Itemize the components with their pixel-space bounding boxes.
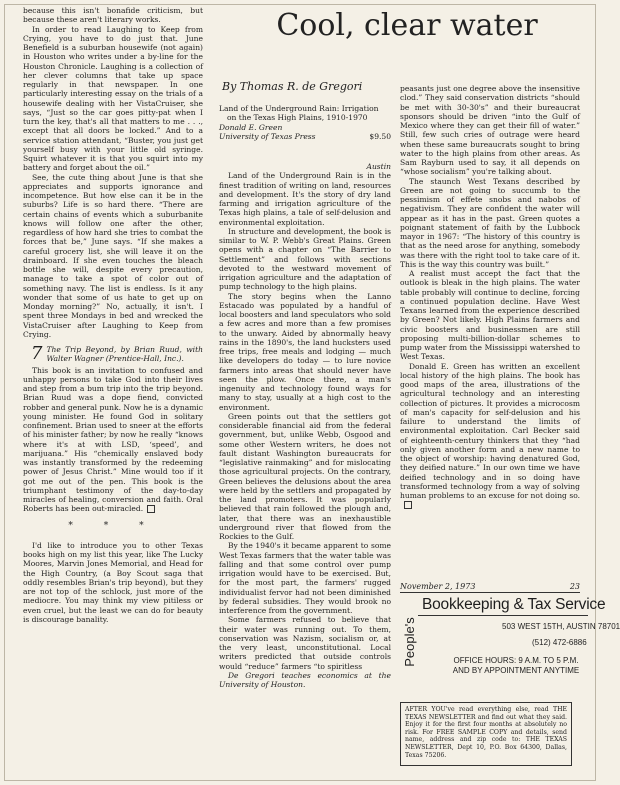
paragraph: In structure and development, the book is similar to W. P. Webb's Great Plains. Green opens with a chapter on “The Barrier to Settlement” and follows with sections devoted to the westward movement of irrigation agriculture and the adaptation of pump technology to the high plains. xyxy=(219,226,391,292)
review-heading xyxy=(23,345,203,364)
book-title-line2: on the Texas High Plains, 1910-1970 xyxy=(227,113,368,123)
ad-hours-line1: OFFICE HOURS: 9 A.M. TO 5 P.M. xyxy=(453,656,579,665)
paragraph: By the 1940's it became apparent to some West Texas farmers that the water table was falling and that some control over pump irrigation would have to be exercised. But, for the most part, the farmers' rugged individualist fervor had not been diminished by federal subsidies. They would brook no interference from the government. xyxy=(219,541,391,615)
paragraph: peasants just one degree above the insensitive clod.” They said conservation districts “should be met with 30-30's” and their bureaucrat sponsors should be driven “into the Gulf of Mexico where they can get their fill of water.” Still, few such cries of outrage were heard when these same bureaucrats sought to bring water to the high plains from other areas. As Sam Rayburn used to say, it all depends on “whose socialism” you're talking about. xyxy=(400,84,580,177)
book-entry xyxy=(219,104,391,141)
paragraph: This book is an invitation to confused and unhappy persons to take God into their lives and step from a bum trip into the trip beyond. Brian Ruud was a dope fiend, convicted robber and general punk. Now he is a dynamic young minister. He found God in solitary confinement. Brian used to sneer at the efforts of his minister father; by now he really “knows where it's at with LSD, ‘speed’, and marijuana.” His “chemically enslaved body was instantly transformed by the redeeming power of Jesus Christ.” Mine would too if it got me out of the pen. This book is the triumphant testimony of the day-to-day miracles of healing, conversion and faith. Oral Roberts has been out-miracled. xyxy=(23,365,203,514)
ad-business-name: Bookkeeping & Tax Service xyxy=(422,596,606,613)
ad-phone: (512) 472-6886 xyxy=(532,638,587,647)
page-number: 23 xyxy=(569,582,580,591)
ad-address: 503 WEST 15TH, AUSTIN 78701 xyxy=(502,622,620,631)
page-footer xyxy=(400,582,580,593)
review-title: The Trip Beyond, by Brian Ruud, with Walter Wagner (Prentice-Hall, Inc.). xyxy=(46,345,203,364)
paragraph: Some farmers refused to believe that their water was running out. To them, conservation was Nazism, socialism or, at the very least, unconstitutional. Local writers predicted that outside controls would “reduce” farmers “to spiritless xyxy=(219,615,391,671)
book-publisher: University of Texas Press xyxy=(219,131,316,141)
paragraph: The story begins when the Lanno Estacado was populated by a handful of local boosters and land speculators who sold a few acres and more than a few promises to the unwary. Aided by abnormally heavy rains in the 1890's, the land hucksters used free trips, free meals and lodging — much like developers do today — to lure novice farmers into areas that should never have seen the plow. Once there, a man's ingenuity and technology found ways for many to stay, usually at a high cost to the environment. xyxy=(219,291,391,412)
author-bio: De Gregori teaches economics at the University of Houston. xyxy=(219,670,391,689)
article-title: Cool, clear water xyxy=(276,8,538,43)
end-mark-icon xyxy=(147,505,155,513)
paragraph: Donald E. Green has written an excellent local history of the high plains. The book has good maps of the area, illustrations of the agricultural technology and an interesting collection of pictures. It provides a microcosm of man's capacity for self-delusion and his failure to understand the limits of environmental exploitation. Carl Becker said of eighteenth-century thinkers that they “had only given another form and a new name to the object of worship: having denatured God, they deified nature.” In our own time we have deified technology and in so doing have transformed technology from a way of solving human problems to an excuse for not doing so. xyxy=(400,362,580,510)
paragraph: I'd like to introduce you to other Texas books high on my list this year, like The Lucky Moores, Marvin Jones Memorial, and Head for the High Country, (a Boy Scout saga that oddly resembles Brian's trip beyond), but they are not top of the schlock, just more of the mediocre. You may think my view pitiless or even cruel, but the least we can do for beauty is discourage banality. xyxy=(23,540,203,624)
review-number: 7 xyxy=(31,343,43,364)
ad-hours-line2: AND BY APPOINTMENT ANYTIME xyxy=(452,666,580,675)
column-left xyxy=(23,6,203,624)
book-title-line1: Land of the Underground Rain: Irrigation xyxy=(219,104,379,113)
paragraph: See, the cute thing about June is that she appreciates and supports ignorance and incompetence. But how else can it be in the suburbs? Life is so hard there. “There are certain chains of events which a suburbanite knows will follow one after the other, regardless of how hard she tries to combat the forces that be,” June says. “If she makes a careful grocery list, she will leave it on the drainboard. If she even touches the bleach bottle she will, despite every precaution, manage to take a spot of color out of something navy. The list is endless. Is it any wonder that some of us hate to get up on Monday morning?” No, actually, it isn't. I spent three Mondays in bed and wrecked the VistaCruiser after Laughing to Keep from Crying. xyxy=(23,172,203,339)
ad-hours xyxy=(448,656,584,676)
paragraph: Green points out that the settlers got considerable financial aid from the federal government, but, unlike Webb, Osgood and some other Western writers, he does not fault distant Washington bureaucrats for “legislative rainmaking” and for mislocating those agricultural projects. On the contrary, Green believes the delusions about the area were held by the settlers and propagated by the land promoters. It was popularly believed that rain followed the plough and, later, that there was an inexhaustible underground river that flowed from the Rockies to the Gulf. xyxy=(219,411,391,541)
column-right xyxy=(400,84,580,510)
subscription-box: AFTER YOU've read everything else, read THE TEXAS NEWSLETTER and find out what they said. Enjoy it for the first four months at absolutely no risk. For FREE SAMPLE COPY and details, send name, address and zip code to: THE TEXAS NEWSLETTER, Dept 10, P.O. Box 64300, Dallas, Texas 75206. xyxy=(400,702,572,766)
dateline: Austin xyxy=(366,162,391,171)
ad-rule xyxy=(418,615,588,616)
end-mark-icon xyxy=(404,501,412,509)
byline: By Thomas R. de Gregori xyxy=(222,80,363,93)
section-divider: * * * xyxy=(68,520,158,531)
column-middle xyxy=(219,162,391,689)
paragraph: because this isn't bonafide criticism, but because these aren't literary works. xyxy=(23,6,203,25)
paragraph: Land of the Underground Rain is in the finest tradition of writing on land, resources and development. It's the story of dry land farming and irrigation agriculture of the Texas high plains, a tale of self-delusion and environmental exploitation. xyxy=(219,171,391,227)
book-price: $9.50 xyxy=(369,131,391,141)
ad-vertical-label: People's xyxy=(402,617,417,667)
paragraph: In order to read Laughing to Keep from Crying, you have to do just that. June Benefield is a suburban housewife (not again) in Houston who writes under a by-line for the Houston Chronicle. Laughing is a collection of her clever columns that take up space regularly in that newspaper. In one particularly interesting essay on the trials of a housewife dealing with her VistaCruiser, she says, “Just so the car goes pitty-pat when I turn the key, that's all that matters to me . . ., except that all doors be locked.” And to a service station attendant, “Buster, you just get yourself busy with your little old syringe. Squirt whatever it is that you squirt into my battery and forget about the oil.” xyxy=(23,24,203,173)
paragraph: The staunch West Texans described by Green are not going to succumb to the pessimism of effete snobs and nabobs of negativism. They are confident the water will appear as it has in the past. Green quotes a poignant statement of faith by the Lubbock mayor in 1967: “The history of this country is that as the need arose for anything, somebody was there with the right tool to take care of it. This is the way this country was built.” xyxy=(400,176,580,269)
advertisement xyxy=(400,596,620,694)
issue-date: November 2, 1973 xyxy=(400,582,476,591)
paragraph: A realist must accept the fact that the outlook is bleak in the high plains. The water table probably will continue to decline, forcing a continued population decline. Have West Texans learned from the experience described by Green? Not likely. High Plains farmers and civic boosters and businessmen are still proposing multi-billion-dollar schemes to pump water from the Mississippi watershed to West Texas. xyxy=(400,269,580,362)
book-author: Donald E. Green xyxy=(219,122,283,132)
